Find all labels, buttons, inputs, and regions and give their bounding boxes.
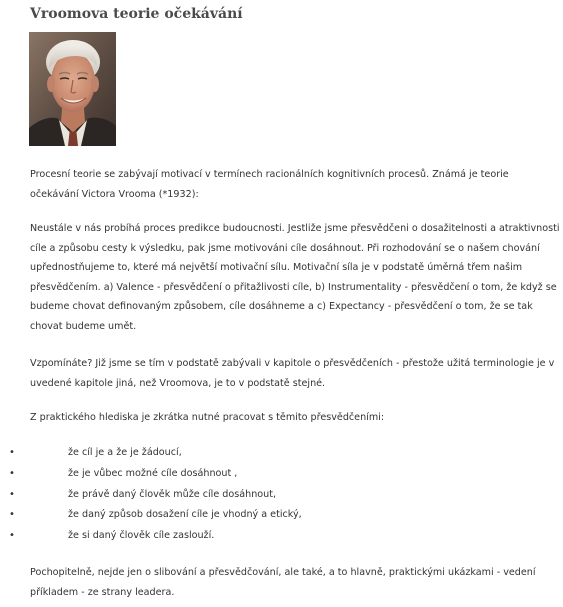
bullet-icon: • <box>9 509 15 521</box>
list-item <box>0 443 563 464</box>
list-item <box>0 526 563 547</box>
practical-paragraph: Z praktického hlediska je zkrátka nutné pracovat s těmito přesvědčeními: <box>30 412 385 423</box>
list-item-text: že si daný člověk cíle zaslouží. <box>68 530 215 542</box>
portrait-photo <box>29 32 116 146</box>
list-item <box>0 505 563 526</box>
list-item-text: že cíl je a že je žádoucí, <box>68 447 182 458</box>
list-item-text: že právě daný člověk může cíle dosáhnout, <box>68 488 277 500</box>
list-item-text: že daný způsob dosažení cíle je vhodný a etický, <box>68 509 302 521</box>
theory-paragraph: Neustále v nás probíhá proces predikce budoucnosti. Jestliže jsme přesvědčeni o dosažitelnosti a atraktivnosti cíle a způsobu cesty k výsledku, pak jsme motivováni cíle dosáhnout. Při rozhodování se o našem chování upřednostňujeme to, které má největší motivační sílu. Motivační síla je v podstatě úměrná třem našim přesvědčením. a) Valence - přesvědčení o přitažlivosti cíle, b) Instrumentality - přesvědčení o tom, že když se budeme chovat definovaným způsobem, cíle dosáhneme a c) Expectancy - přesvědčení o tom, že se tak chovat budeme umět. <box>30 223 560 332</box>
closing-paragraph: Pochopitelně, nejde jen o slibování a přesvědčování, ale také, a to hlavně, praktickými ukázkami - vedení příkladem - ze strany leadera. <box>30 567 536 598</box>
bullet-icon: • <box>9 467 15 479</box>
bullet-icon: • <box>9 447 15 458</box>
beliefs-list <box>0 443 563 547</box>
article-title: Vroomova teorie očekávání <box>30 6 243 22</box>
list-item-text: že je vůbec možné cíle dosáhnout , <box>68 467 238 479</box>
intro-paragraph: Procesní teorie se zabývají motivací v termínech racionálních kognitivních procesů. Známá je teorie očekávání Victora Vrooma (*1932): <box>30 169 509 200</box>
bullet-icon: • <box>9 488 15 500</box>
reminder-paragraph: Vzpomínáte? Již jsme se tím v podstatě zabývali v kapitole o přesvědčeních - přestože užitá terminologie je v uvedené kapitole jiná, než Vroomova, je to v podstatě stejné. <box>30 358 555 389</box>
list-item <box>0 485 563 506</box>
bullet-icon: • <box>9 530 15 542</box>
list-item <box>0 464 563 485</box>
